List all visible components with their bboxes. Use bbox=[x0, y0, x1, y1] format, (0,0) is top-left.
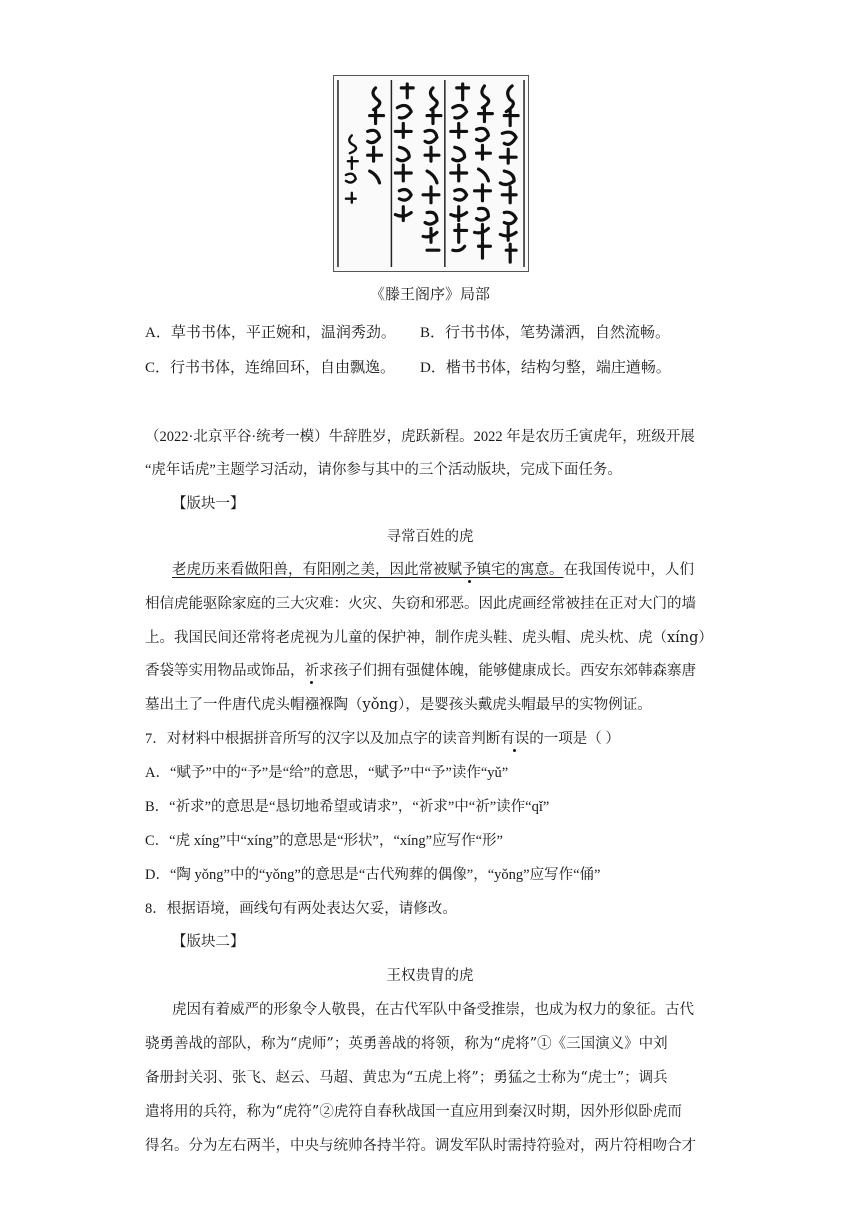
section1-paragraph-line-1 bbox=[172, 558, 694, 579]
q6-option-c[interactable]: C．行书书体，连绵回环，自由飘逸。 bbox=[145, 360, 396, 376]
section2-line-2: 骁勇善战的部队，称为“虎师”；英勇善战的将领，称为“虎将”①《三国演义》中刘 bbox=[145, 1036, 668, 1052]
q7-stem-b: 的一项是（ ） bbox=[529, 731, 620, 747]
section2-line-3: 备册封关羽、张飞、赵云、马超、黄忠为“五虎上将”；勇猛之士称为“虎士”；调兵 bbox=[145, 1070, 668, 1086]
calligraphy-artwork bbox=[334, 76, 528, 271]
q7-option-a[interactable]: A．“赋予”中的“予”是“给”的意思，“赋予”中“予”读作“yǔ” bbox=[145, 765, 509, 781]
q7-option-c[interactable]: C．“虎 xíng”中“xíng”的意思是“形状”，“xíng”应写作“形” bbox=[145, 833, 503, 849]
q7-stem-a: 7．对材料中根据拼音所写的汉字以及加点字的读音判断 bbox=[145, 731, 501, 747]
q7-dotted-word: 有误 bbox=[500, 731, 530, 747]
section2-line-1: 虎因有着威严的形象令人敬畏，在古代军队中备受推崇，也成为权力的象征。古代 bbox=[172, 1002, 694, 1018]
section2-label: 【版块二】 bbox=[172, 934, 245, 950]
dotted-char-qi: 祈 bbox=[304, 663, 319, 679]
underlined-part-b: 镇宅的寓意。 bbox=[476, 562, 564, 578]
intro-line-2: “虎年话虎”主题学习活动，请你参与其中的三个活动版块，完成下面任务。 bbox=[145, 462, 622, 478]
dotted-char-yu: 予 bbox=[462, 562, 477, 578]
section1-paragraph-line-4 bbox=[145, 659, 696, 680]
section1-paragraph-line-3: 上。我国民间还常将老虎视为儿童的保护神，制作虎头鞋、虎头帽、虎头枕、虎（xíng） bbox=[145, 630, 713, 646]
underlined-sentence bbox=[172, 562, 564, 578]
calligraphy-image bbox=[333, 75, 529, 272]
section2-line-4: 遣将用的兵符，称为“虎符”②虎符自春秋战国一直应用到秦汉时期，因外形似卧虎而 bbox=[145, 1104, 682, 1120]
q7-option-b[interactable]: B．“祈求”的意思是“恳切地希望或请求”，“祈求”中“祈”读作“qǐ” bbox=[145, 799, 550, 815]
q7-stem bbox=[145, 727, 620, 748]
section1-label: 【版块一】 bbox=[172, 496, 245, 512]
section1-title: 寻常百姓的虎 bbox=[386, 529, 474, 545]
line-4-part-b: 求孩子们拥有强健体魄，能够健康成长。西安东郊韩森寨唐 bbox=[319, 663, 696, 679]
intro-line-1: （2022·北京平谷·统考一模）牛辞胜岁，虎跃新程。2022 年是农历壬寅虎年，班级开展 bbox=[145, 429, 695, 445]
section2-line-5: 得名。分为左右两半，中央与统帅各持半符。调发军队时需持符验对，两片符相吻合才 bbox=[145, 1138, 696, 1154]
section1-paragraph-line-5: 墓出土了一件唐代虎头帽襁褓陶（yǒng），是婴孩头戴虎头帽最早的实物例证。 bbox=[145, 697, 652, 713]
q6-option-a[interactable]: A．草书书体，平正婉和，温润秀劲。 bbox=[145, 325, 396, 341]
q7-option-d[interactable]: D．“陶 yǒng”中的“yǒng”的意思是“古代殉葬的偶像”，“yǒng”应写作“俑” bbox=[145, 867, 601, 883]
q8-stem: 8．根据语境，画线句有两处表达欠妥，请修改。 bbox=[145, 901, 457, 917]
q6-option-b[interactable]: B．行书书体，笔势潇洒，自然流畅。 bbox=[420, 325, 671, 341]
underlined-part-a: 老虎历来看做阳兽，有阳刚之美，因此常被赋 bbox=[172, 562, 462, 578]
section1-paragraph-line-2: 相信虎能驱除家庭的三大灾难：火灾、失窃和邪恶。因此虎画经常被挂在正对大门的墙 bbox=[145, 596, 696, 612]
line-1-rest: 在我国传说中，人们 bbox=[563, 562, 694, 578]
section2-title: 王权贵胄的虎 bbox=[386, 968, 474, 984]
figure-caption: 《滕王阁序》局部 bbox=[369, 285, 490, 303]
q6-option-d[interactable]: D．楷书书体，结构匀整，端庄遒畅。 bbox=[420, 360, 671, 376]
line-4-part-a: 香袋等实用物品或饰品， bbox=[145, 663, 305, 679]
